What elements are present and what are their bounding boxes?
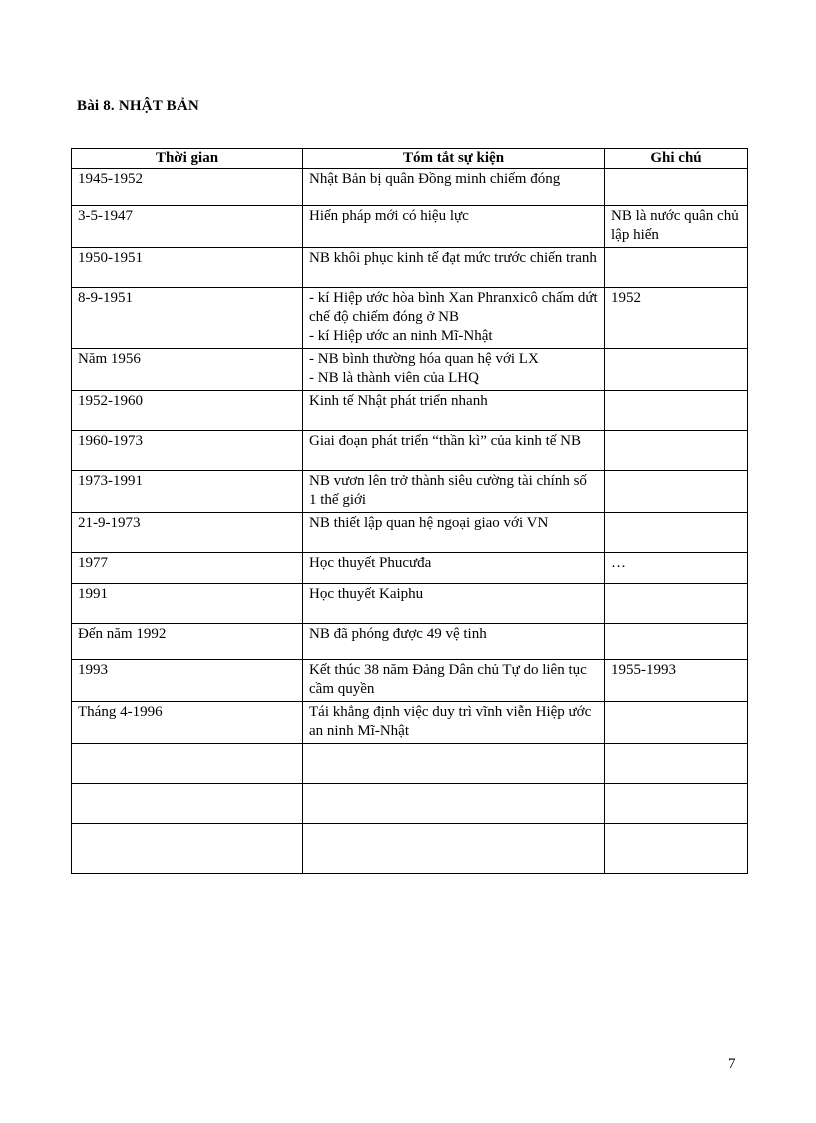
cell-event (303, 169, 605, 206)
cell-time (72, 824, 303, 874)
note-line: NB là nước quân chủ lập hiến (611, 208, 739, 243)
table-row (72, 391, 748, 431)
header-note: Ghi chú (605, 149, 748, 169)
event-line: Giai đoạn phát triển “thần kì” của kinh tế NB (309, 433, 581, 449)
table-row (72, 784, 748, 824)
event-line: NB đã phóng được 49 vệ tinh (309, 626, 487, 642)
cell-note (605, 471, 748, 513)
cell-note (605, 553, 748, 584)
cell-event (303, 431, 605, 471)
table-row (72, 584, 748, 624)
cell-event (303, 702, 605, 744)
cell-note (605, 248, 748, 288)
cell-note (605, 513, 748, 553)
cell-time (72, 784, 303, 824)
table-row (72, 513, 748, 553)
page-title: Bài 8. NHẬT BẢN (77, 98, 199, 114)
cell-note (605, 624, 748, 660)
note-line: 1955-1993 (611, 662, 676, 678)
cell-note (605, 660, 748, 702)
table-row (72, 288, 748, 349)
table-row (72, 553, 748, 584)
cell-time: 3-5-1947 (72, 206, 303, 248)
cell-note (605, 702, 748, 744)
cell-time: 1950-1951 (72, 248, 303, 288)
table-body (72, 169, 748, 874)
cell-note (605, 744, 748, 784)
event-line: NB khôi phục kinh tế đạt mức trước chiến tranh (309, 250, 597, 266)
cell-time: 1993 (72, 660, 303, 702)
header-row (72, 149, 748, 169)
cell-time: Đến năm 1992 (72, 624, 303, 660)
event-line: NB thiết lập quan hệ ngoại giao với VN (309, 515, 549, 531)
cell-event (303, 660, 605, 702)
events-table (71, 148, 748, 874)
cell-note (605, 349, 748, 391)
cell-event (303, 784, 605, 824)
cell-time: 8-9-1951 (72, 288, 303, 349)
table-row (72, 349, 748, 391)
table-row (72, 431, 748, 471)
cell-event (303, 206, 605, 248)
cell-time: 21-9-1973 (72, 513, 303, 553)
cell-time: 1973-1991 (72, 471, 303, 513)
table-row (72, 702, 748, 744)
event-line: - kí Hiệp ước hòa bình Xan Phranxicô chấm dứt chế độ chiếm đóng ở NB (309, 290, 598, 325)
cell-time: 1952-1960 (72, 391, 303, 431)
table-row (72, 471, 748, 513)
cell-note (605, 288, 748, 349)
event-line: Học thuyết Kaiphu (309, 586, 424, 602)
cell-note (605, 169, 748, 206)
cell-event (303, 624, 605, 660)
cell-event (303, 513, 605, 553)
page-number: 7 (728, 1056, 736, 1072)
header-event: Tóm tắt sự kiện (303, 149, 605, 169)
cell-event (303, 288, 605, 349)
event-line: NB vươn lên trở thành siêu cường tài chính số 1 thế giới (309, 473, 587, 508)
header-time: Thời gian (72, 149, 303, 169)
cell-note (605, 784, 748, 824)
cell-time: 1960-1973 (72, 431, 303, 471)
cell-event (303, 744, 605, 784)
note-line: 1952 (611, 290, 641, 306)
table-row (72, 206, 748, 248)
cell-note (605, 584, 748, 624)
cell-note (605, 206, 748, 248)
cell-event (303, 349, 605, 391)
cell-note (605, 391, 748, 431)
cell-event (303, 824, 605, 874)
event-line: Kinh tế Nhật phát triển nhanh (309, 393, 488, 409)
cell-note (605, 431, 748, 471)
event-line: Kết thúc 38 năm Đảng Dân chủ Tự do liên tục cầm quyền (309, 662, 587, 697)
event-line: Tái khẳng định việc duy trì vĩnh viễn Hiệp ước an ninh Mĩ-Nhật (309, 704, 592, 739)
cell-event (303, 471, 605, 513)
event-line: Hiến pháp mới có hiệu lực (309, 208, 469, 224)
cell-time: 1945-1952 (72, 169, 303, 206)
event-line: - NB là thành viên của LHQ (309, 370, 479, 386)
cell-event (303, 248, 605, 288)
table-row (72, 248, 748, 288)
cell-time: 1991 (72, 584, 303, 624)
table-row (72, 824, 748, 874)
cell-note (605, 824, 748, 874)
cell-time: Tháng 4-1996 (72, 702, 303, 744)
cell-time (72, 744, 303, 784)
cell-time: Năm 1956 (72, 349, 303, 391)
table-row (72, 169, 748, 206)
cell-event (303, 553, 605, 584)
note-line: … (611, 555, 626, 571)
cell-event (303, 391, 605, 431)
cell-event (303, 584, 605, 624)
table-row (72, 660, 748, 702)
event-line: - NB bình thường hóa quan hệ với LX (309, 351, 539, 367)
table-row (72, 744, 748, 784)
event-line: - kí Hiệp ước an ninh Mĩ-Nhật (309, 328, 493, 344)
event-line: Nhật Bản bị quân Đồng minh chiếm đóng (309, 171, 561, 187)
cell-time: 1977 (72, 553, 303, 584)
table-header (72, 149, 748, 169)
event-line: Học thuyết Phucưđa (309, 555, 432, 571)
table-row (72, 624, 748, 660)
